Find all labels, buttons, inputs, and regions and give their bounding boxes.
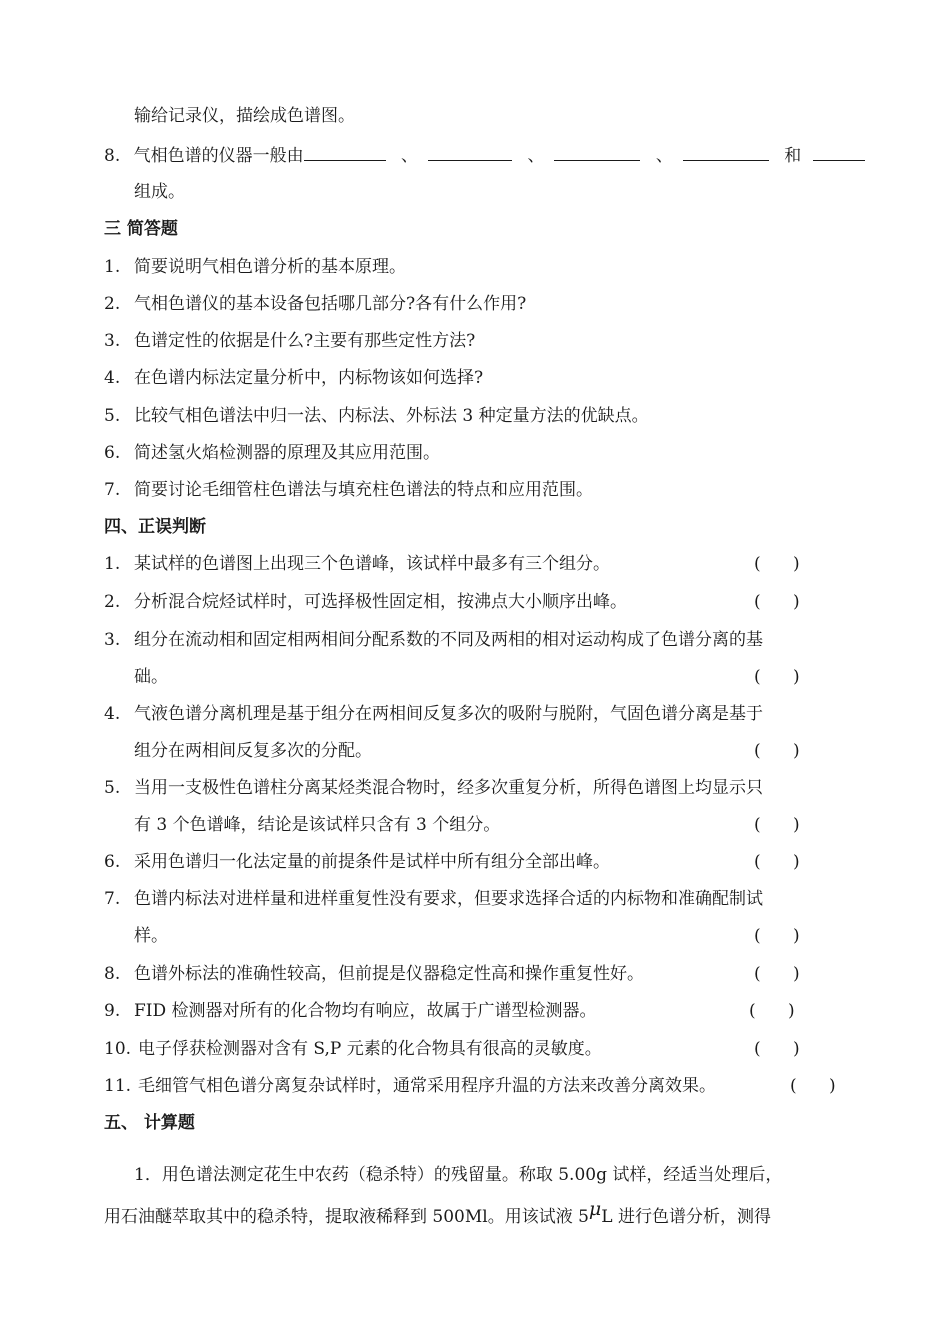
conjunction: 和 xyxy=(784,146,802,166)
item-line xyxy=(104,590,627,614)
item-continuation: 样。 xyxy=(134,926,168,946)
answer-parentheses[interactable]: ( ) xyxy=(754,741,800,761)
item-text: 电子俘获检测器对含有 S,P 元素的化合物具有很高的灵敏度。 xyxy=(138,1039,602,1059)
item-text: 当用一支极性色谱柱分离某烃类混合物时，经多次重复分析，所得色谱图上均显示只 xyxy=(134,778,763,798)
mu-symbol: μ xyxy=(588,1198,602,1220)
item-line xyxy=(104,962,644,986)
item-text: FID 检测器对所有的化合物均有响应，故属于广谱型检测器。 xyxy=(134,1001,597,1021)
answer-parentheses[interactable]: ( ) xyxy=(754,1039,800,1059)
item-line xyxy=(104,999,597,1023)
item-line xyxy=(104,776,763,800)
answer-blank-3[interactable] xyxy=(554,142,640,161)
answer-parentheses[interactable]: ( ) xyxy=(749,1001,795,1021)
item-text: 简要讨论毛细管柱色谱法与填充柱色谱法的特点和应用范围。 xyxy=(134,480,593,500)
item-number: 11. xyxy=(104,1076,132,1096)
answer-parentheses[interactable]: ( ) xyxy=(754,554,800,574)
short-answer-item xyxy=(104,404,649,428)
item-line xyxy=(104,887,763,911)
item-text: 比较气相色谱法中归一法、内标法、外标法 3 种定量方法的优缺点。 xyxy=(134,406,649,426)
item-number: 6. xyxy=(104,852,121,872)
answer-parentheses[interactable]: ( ) xyxy=(754,667,800,687)
item-number: 5. xyxy=(104,406,121,426)
separator: 、 xyxy=(401,146,419,166)
item-text: 毛细管气相色谱分离复杂试样时，通常采用程序升温的方法来改善分离效果。 xyxy=(138,1076,716,1096)
item-text: 简述氢火焰检测器的原理及其应用范围。 xyxy=(134,443,440,463)
item-text: 在色谱内标法定量分析中，内标物该如何选择? xyxy=(134,368,484,388)
item-continuation: 有 3 个色谱峰，结论是该试样只含有 3 个组分。 xyxy=(134,815,501,835)
answer-parentheses[interactable]: ( ) xyxy=(754,815,800,835)
short-answer-item xyxy=(104,329,475,353)
item-number: 4. xyxy=(104,368,121,388)
item-text: 组分在流动相和固定相两相间分配系数的不同及两相的相对运动构成了色谱分离的基 xyxy=(134,630,763,650)
item-continuation: 组分在两相间反复多次的分配。 xyxy=(134,741,372,761)
item-number: 8. xyxy=(104,964,121,984)
question-number: 8. xyxy=(104,146,121,166)
section-heading-short-answer: 三 简答题 xyxy=(104,219,178,239)
answer-blank-1[interactable] xyxy=(304,142,386,161)
item-number: 7. xyxy=(104,480,121,500)
answer-blank-2[interactable] xyxy=(428,142,512,161)
item-text: 色谱外标法的准确性较高，但前提是仪器稳定性高和操作重复性好。 xyxy=(134,964,644,984)
fill-question-8-continuation: 组成。 xyxy=(134,182,185,202)
item-text: 色谱内标法对进样量和进样重复性没有要求，但要求选择合适的内标物和准确配制试 xyxy=(134,889,763,909)
q7-continuation: 输给记录仪，描绘成色谱图。 xyxy=(134,106,355,126)
item-text: 采用色谱归一化法定量的前提条件是试样中所有组分全部出峰。 xyxy=(134,852,610,872)
question-text: 气相色谱的仪器一般由 xyxy=(133,146,304,166)
text-segment: 用石油醚萃取其中的稳杀特，提取液稀释到 500Ml。用该试液 5 xyxy=(104,1207,589,1227)
item-text: 气相色谱仪的基本设备包括哪几部分?各有什么作用? xyxy=(134,294,527,314)
answer-blank-5[interactable] xyxy=(813,142,865,161)
item-number: 2. xyxy=(104,592,121,612)
item-number: 10. xyxy=(104,1039,132,1059)
item-number: 3. xyxy=(104,630,121,650)
short-answer-item xyxy=(104,478,593,502)
short-answer-item xyxy=(104,441,440,465)
short-answer-item xyxy=(104,366,483,390)
calc-problem-1-line-1: 1．用色谱法测定花生中农药（稳杀特）的残留量。称取 5.00g 试样，经适当处理后， xyxy=(134,1165,783,1185)
item-line xyxy=(104,850,610,874)
item-line xyxy=(104,1037,602,1061)
fill-question-8 xyxy=(104,142,865,168)
item-continuation: 础。 xyxy=(134,667,168,687)
item-line xyxy=(104,1074,716,1098)
item-text: 分析混合烷烃试样时，可选择极性固定相，按沸点大小顺序出峰。 xyxy=(134,592,627,612)
item-text: 某试样的色谱图上出现三个色谱峰，该试样中最多有三个组分。 xyxy=(134,554,610,574)
section-heading-true-false: 四、正误判断 xyxy=(104,517,206,537)
item-number: 1. xyxy=(104,554,121,574)
separator: 、 xyxy=(655,146,673,166)
item-text: 色谱定性的依据是什么?主要有那些定性方法? xyxy=(134,331,476,351)
answer-parentheses[interactable]: ( ) xyxy=(790,1076,836,1096)
separator: 、 xyxy=(527,146,545,166)
item-line xyxy=(104,628,763,652)
item-text: 简要说明气相色谱分析的基本原理。 xyxy=(134,257,406,277)
short-answer-item xyxy=(104,292,526,316)
item-line xyxy=(104,702,763,726)
answer-parentheses[interactable]: ( ) xyxy=(754,852,800,872)
answer-blank-4[interactable] xyxy=(683,142,769,161)
text-segment: L 进行色谱分析，测得 xyxy=(601,1207,771,1227)
answer-parentheses[interactable]: ( ) xyxy=(754,926,800,946)
answer-parentheses[interactable]: ( ) xyxy=(754,964,800,984)
item-line xyxy=(104,552,610,576)
item-number: 5. xyxy=(104,778,121,798)
section-heading-calculation: 五、 计算题 xyxy=(104,1113,195,1133)
item-number: 2. xyxy=(104,294,121,314)
item-number: 3. xyxy=(104,331,121,351)
calc-problem-1-line-2 xyxy=(104,1198,771,1229)
short-answer-item xyxy=(104,255,406,279)
item-text: 气液色谱分离机理是基于组分在两相间反复多次的吸附与脱附，气固色谱分离是基于 xyxy=(134,704,763,724)
item-number: 1. xyxy=(104,257,121,277)
item-number: 9. xyxy=(104,1001,121,1021)
item-number: 6. xyxy=(104,443,121,463)
item-number: 7. xyxy=(104,889,121,909)
answer-parentheses[interactable]: ( ) xyxy=(754,592,800,612)
item-number: 4. xyxy=(104,704,121,724)
